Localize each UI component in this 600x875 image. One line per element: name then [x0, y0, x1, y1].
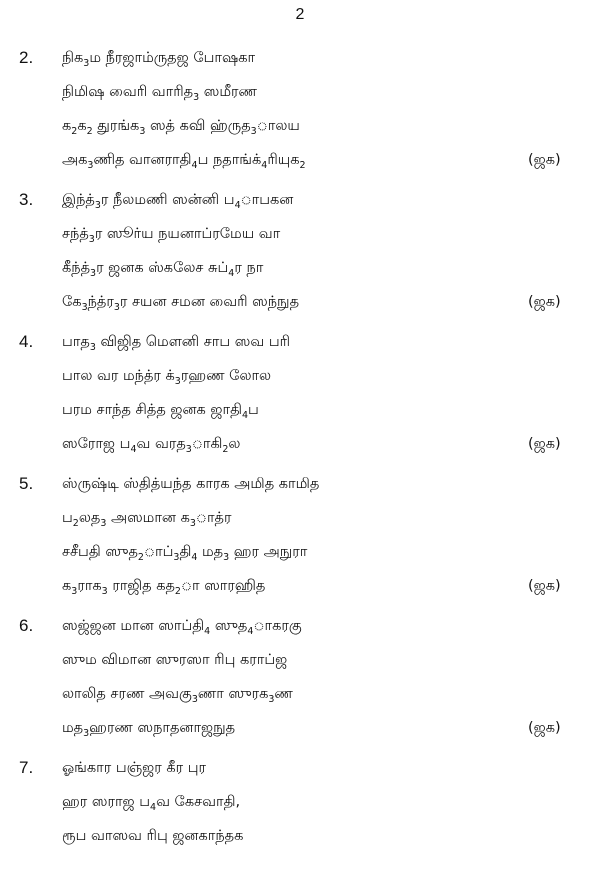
verse-line: சசீபதி $ஸுத_2ாப்_3தி_4$ மத$_3$ ஹர அநுரா — [62, 544, 308, 563]
verse-line: ஹர ஸராஜ ப$_4$வ கேசவாதி, — [62, 794, 241, 813]
refrain-label: (ஜக) — [528, 152, 561, 168]
verse-line: $கே_3ந்த்ர_3ர$ சயன சமன வைரி ஸந்நுத — [62, 294, 300, 313]
verse-line: க$_3$ராக$_3$ ராஜித கத$_2$ா ஸாரஹித — [62, 578, 266, 597]
refrain-label: (ஜக) — [528, 294, 561, 310]
verse-line: நிக$_3$ம நீரஜாம்ருதஜ போஷகா — [62, 50, 256, 69]
verse-line: $இந்த்_3ர$ நீலமணி ஸன்னி ப$_4$ாபகன — [62, 192, 294, 211]
verse-number: 6. — [19, 616, 34, 635]
verse-line: ரூப வாஸவ ரிபு ஜனகாந்தக — [62, 828, 244, 844]
verse-line: பாத$_3$ விஜித மௌனி சாப ஸவ பரி — [62, 334, 291, 353]
page-number: 2 — [295, 6, 305, 23]
verse-line: பால வர மந்த்ர $க்_3ரஹண$ லோல — [62, 368, 272, 387]
refrain-label: (ஜக) — [528, 720, 561, 736]
verse-line: நிமிஷ வைரி வாரித$_3$ ஸமீரண — [62, 84, 257, 103]
verse-line: அக$_3$ணித $வானராதி_4ப$ $நதாங்க்_4ரியுக_2$ — [62, 152, 306, 171]
refrain-label: (ஜக) — [528, 436, 561, 452]
verse-line: $சந்த்_3ர$ ஸூர்ய நயனாப்ரமேய வா — [62, 226, 281, 245]
verse-line: மத$_3$ஹரண ஸநாதனாஜநுத — [62, 720, 236, 739]
verse-number: 2. — [19, 48, 34, 67]
refrain-label: (ஜக) — [528, 578, 561, 594]
verse-line: $கீந்த்_3ர$ ஜனக ஸ்கலேச $சுப்_4ர$ நா — [62, 260, 264, 279]
verse-number: 3. — [19, 190, 34, 209]
verse-line: ஸ்ருஷ்டி ஸ்தித்யந்த காரக அமித காமித — [62, 476, 320, 492]
verse-number: 5. — [19, 474, 34, 493]
verse-line: க$_2$க$_2$ துரங்க$_3$ ஸத் கவி ஹ்ருத$_3$ாலய — [62, 118, 300, 137]
verse-line: லாலித சரண $அவகு_3ணா$ ஸுரக$_3$ண — [62, 686, 293, 705]
verse-line: ஸஜ்ஜன மான $ஸாப்தி_4$ ஸுத$_4$ாகரகு — [62, 618, 302, 637]
verse-line: ஓங்கார பஞ்ஜர கீர புர — [62, 760, 207, 776]
verse-line: ஸும விமான ஸுரஸா ரிபு கராப்ஜ — [62, 652, 288, 668]
verse-number: 7. — [19, 758, 34, 777]
verse-number: 4. — [19, 332, 34, 351]
verse-line: ப$_2$லத$_3$ அஸமான க$_3$ாத்ர — [62, 510, 232, 529]
verse-line: பரம சாந்த சித்த ஜனக $ஜாதி_4ப$ — [62, 402, 259, 421]
verse-line: ஸரோஜ ப$_4$வ $வரத_3ாகி_2ல$ — [62, 436, 241, 455]
